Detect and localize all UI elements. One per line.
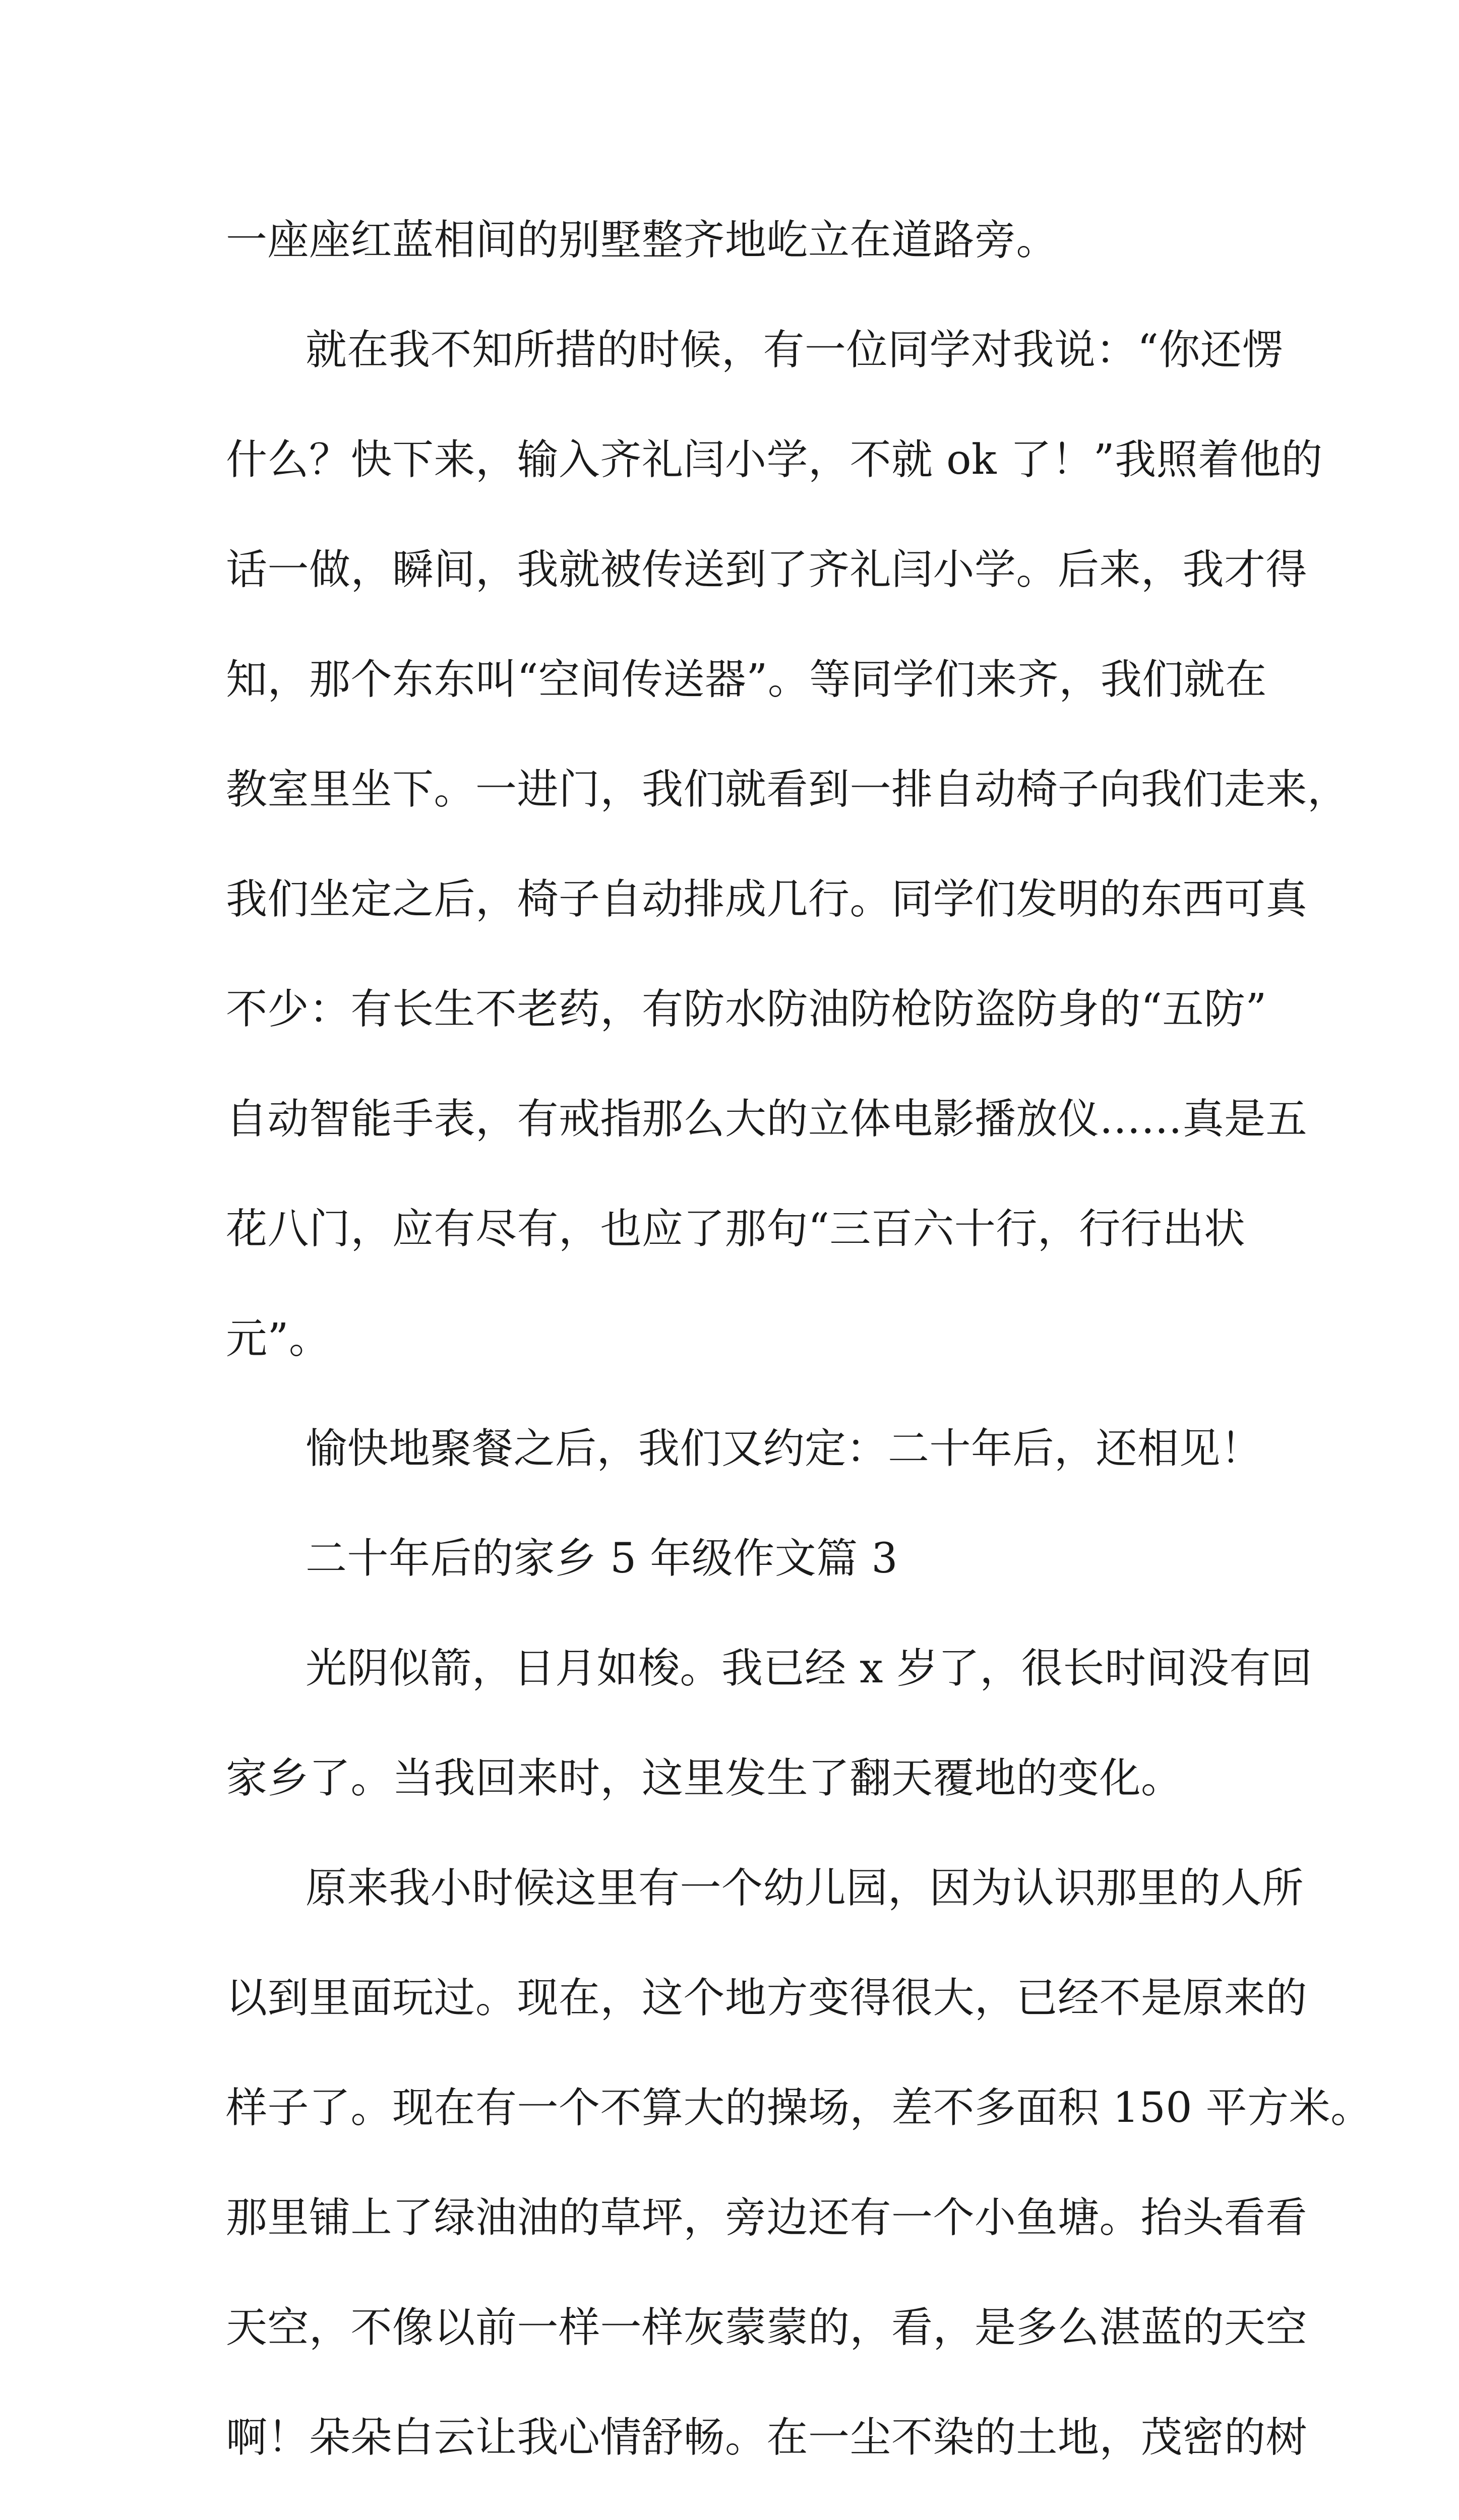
text-line: 教室里坐下。一进门，我们就看到一排自动椅子向我们走来， (226, 766, 1349, 813)
text-line: 啊！朵朵白云让我心情舒畅。在一尘不染的土地，茂密的树 (226, 2414, 1308, 2462)
text-line: 自动智能手表，有戒指那么大的立体电影播放仪……真是五 (226, 1095, 1308, 1143)
text-line: 一座座红蓝相间的别墅整齐地屹立在道路旁。 (226, 216, 1058, 264)
section-heading: 二十年后的家乡 5 年级作文篇 3 (306, 1535, 898, 1583)
text-line: 光阴似箭，日月如梭。我已经 x 岁了，很长时间没有回 (306, 1645, 1313, 1692)
text-line: 原来我小时候这里有一个幼儿园，因为认识那里的人所 (306, 1864, 1304, 1912)
text-line: 家乡了。当我回来时，这里发生了翻天覆地的变化。 (226, 1754, 1183, 1802)
text-line: 天空，不像以前一样一样灰蒙蒙的，看，是多么湛蓝的天空 (226, 2304, 1308, 2352)
text-line: 不少：有长生不老药，有防水防油防枪防盗防身的“五防” (226, 985, 1267, 1033)
text-line: 花八门，应有尽有，也应了那句“三百六十行，行行出状 (226, 1205, 1246, 1253)
text-line: 知，那个东东叫“空间传送器”。等同学们来齐，我们就在 (226, 656, 1267, 704)
text-line: 什么？快下来，输入齐礼闫小学，不就 ok 了！”我照着他的 (226, 436, 1323, 484)
text-line: 就在我不知所措的时候，有一位同学对我说：“你还愣 (306, 326, 1284, 374)
text-line: 元”。 (226, 1315, 331, 1363)
text-line: 我们坐定之后，椅子自动排成几行。同学们发明的东西可真 (226, 875, 1308, 923)
document-body (226, 185, 1372, 2520)
text-line: 愉快地聚餐之后，我们又约定：二十年后，还相见！ (306, 1425, 1262, 1473)
text-line: 那里铺上了绿油油的草坪，旁边还有一个小鱼塘。抬头看看 (226, 2194, 1308, 2242)
text-line: 样子了。现在有一个不算大的操场，差不多面积 150 平方米。 (226, 2084, 1372, 2132)
text-line: 以到里面玩过。现在，这个地方变得很大，已经不是原来的 (226, 1974, 1308, 2022)
text-line (226, 2493, 1254, 2520)
text-line: 话一做，瞬间，我就被传送到了齐礼闫小学。后来，我才得 (226, 546, 1308, 594)
